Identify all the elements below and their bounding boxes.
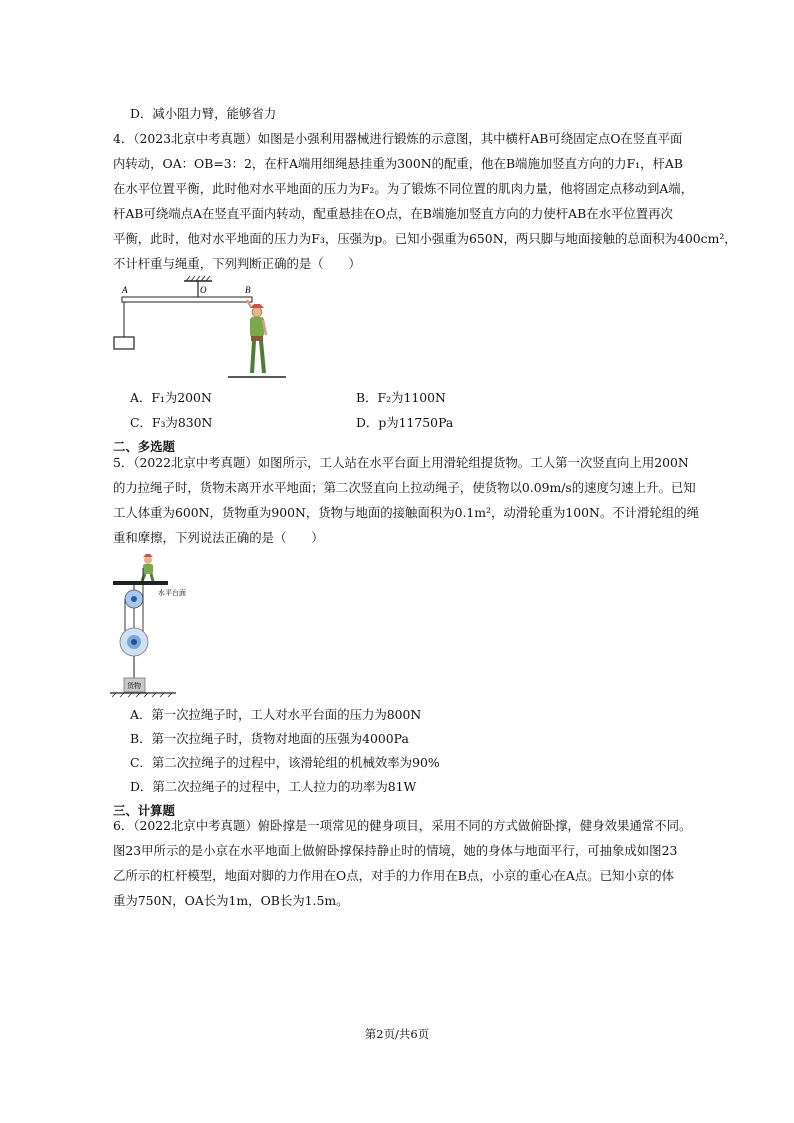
q6-line-3: 乙所示的杠杆模型，地面对脚的力作用在O点，对手的力作用在B点，小京的重心在A点。已知小京的体 [113, 868, 675, 883]
label-b: B [245, 285, 251, 295]
person-icon [247, 300, 266, 373]
q5-line-2: 的力拉绳子时，货物未离开水平地面；第二次竖直向上拉动绳子，使货物以0.09m/s的速度匀速上升。已知 [113, 480, 696, 495]
q5-option-b: B．第一次拉绳子时，货物对地面的压强为4000Pa [130, 731, 409, 746]
lever-figure [110, 275, 290, 385]
q6-line-4: 重为750N，OA长为1m，OB长为1.5m。 [113, 893, 349, 908]
q4-line-3: 在水平位置平衡，此时他对水平地面的压力为F₂。为了锻炼不同位置的肌肉力量，他将固定点移动到A端， [113, 181, 694, 196]
section-calculation-heading: 三、计算题 [113, 803, 175, 818]
q5-option-c: C．第二次拉绳子的过程中，该滑轮组的机械效率为90% [130, 755, 440, 770]
platform-label: 水平台面 [158, 589, 186, 597]
q5-line-1: 5．（2022北京中考真题）如图所示，工人站在水平台面上用滑轮组提货物。工人第一次竖直向上用200N [113, 455, 689, 470]
q5-option-d: D．第二次拉绳子的过程中，工人拉力的功率为81W [130, 779, 417, 794]
q4-line-6: 不计杆重与绳重，下列判断正确的是（ ） [113, 256, 361, 271]
q3-option-d: D．减小阻力臂，能够省力 [130, 106, 277, 121]
q4-option-b: B．F₂为1100N [356, 390, 446, 405]
q4-option-d: D．p为11750Pa [356, 415, 454, 430]
q6-line-2: 图23甲所示的是小京在水平地面上做俯卧撑保持静止时的情境，她的身体与地面平行，可抽象成如图23 [113, 843, 678, 858]
q5-line-3: 工人体重为600N，货物重为900N，货物与地面的接触面积为0.1m²，动滑轮重为100N。不计滑轮组的绳 [113, 505, 699, 520]
q4-line-4: 杆AB可绕端点A在竖直平面内转动，配重悬挂在O点，在B端施加竖直方向的力使杆AB在水平位置再次 [113, 206, 673, 221]
page-footer: 第2页/共6页 [364, 1027, 430, 1041]
cargo-label: 货物 [127, 682, 141, 690]
pulley-figure [110, 548, 190, 700]
q4-line-5: 平衡，此时，他对水平地面的压力为F₃，压强为p。已知小强重为650N，两只脚与地面接触的总面积为400cm²， [113, 231, 737, 246]
label-o: O [200, 285, 207, 295]
q4-option-c: C．F₃为830N [130, 415, 213, 430]
q4-line-1: 4．（2023北京中考真题）如图是小强利用器械进行锻炼的示意图，其中横杆AB可绕固定点O在竖直平面 [113, 131, 683, 146]
q6-line-1: 6．（2022北京中考真题）俯卧撑是一项常见的健身项目，采用不同的方式做俯卧撑，健身效果通常不同。 [113, 818, 692, 833]
q4-line-2: 内转动，OA：OB=3：2，在杆A端用细绳悬挂重为300N的配重，他在B端施加竖直方向的力F₁，杆AB [113, 156, 683, 171]
worker-icon [142, 554, 153, 581]
label-a: A [122, 285, 128, 295]
q5-line-4: 重和摩擦，下列说法正确的是（ ） [113, 530, 324, 545]
q5-option-a: A．第一次拉绳子时，工人对水平台面的压力为800N [130, 707, 422, 722]
section-multi-choice-heading: 二、多选题 [113, 439, 175, 454]
q4-option-a: A．F₁为200N [130, 390, 212, 405]
